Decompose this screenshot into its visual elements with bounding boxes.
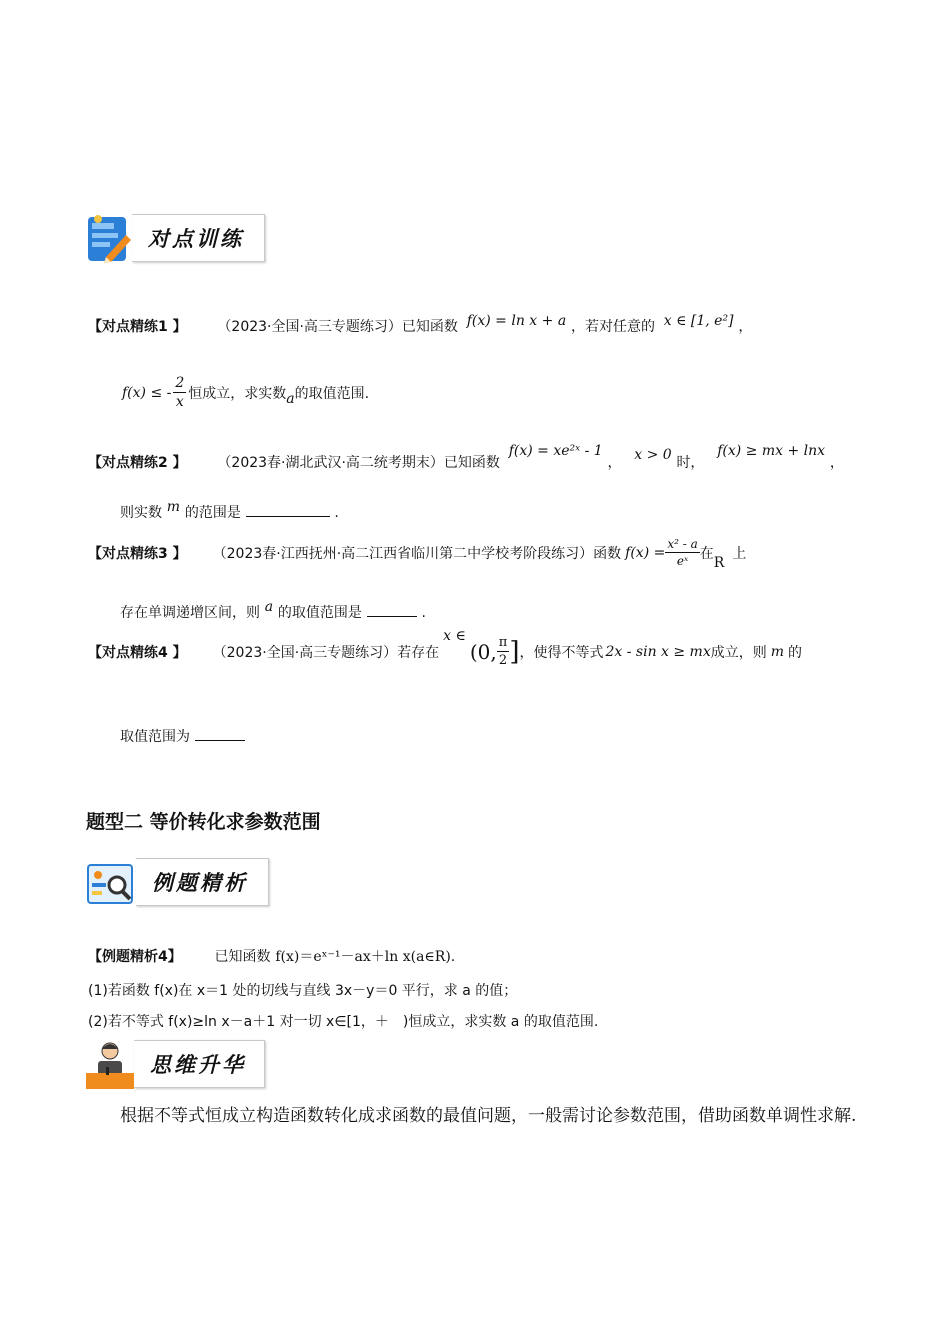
exercise-4-var: m	[770, 643, 785, 660]
exercise-2-line1	[88, 443, 844, 472]
banner-practice	[86, 212, 265, 264]
exercise-3-line1	[88, 537, 747, 571]
section-title: 题型二 等价转化求参数范围	[86, 811, 321, 833]
exercise-4-fraction	[497, 636, 510, 667]
fraction-denominator: eˣ	[676, 554, 689, 568]
exercise-1-tag: 【对点精练1 】	[88, 319, 187, 335]
exercise-2-tag: 【对点精练2 】	[88, 455, 187, 471]
exercise-1-mid: ，若对任意的	[570, 319, 655, 335]
exercise-4-source: （2023·全国·高三专题练习）若存在	[212, 644, 440, 661]
fraction-numerator: x² - a	[667, 537, 698, 551]
exercise-2-end: ，	[829, 455, 844, 471]
exercise-2-cond: x > 0	[634, 447, 672, 463]
exercise-4-tag: 【对点精练4 】	[88, 644, 187, 661]
exercise-2-comma: ，	[607, 455, 622, 471]
exercise-4-mid: ，使得不等式	[519, 644, 604, 661]
exercise-2-line2c: .	[334, 505, 339, 521]
exercise-2-var: m	[166, 499, 181, 515]
exercise-4-tail: 成立，则	[710, 644, 767, 661]
exercise-1-line2	[122, 376, 369, 409]
exercise-2-line2b: 的范围是	[184, 505, 241, 521]
fraction-denominator: 2	[498, 653, 508, 668]
exercise-3-up: 上	[732, 545, 747, 562]
fraction-numerator: π	[498, 635, 508, 650]
answer-blank	[246, 502, 330, 517]
example-4-q1: (1)若函数 f(x)在 x＝1 处的切线与直线 3x－y＝0 平行，求 a 的值；	[88, 983, 518, 999]
example-4-line1	[88, 946, 455, 966]
answer-blank	[367, 602, 417, 617]
example-4-q2: (2)若不等式 f(x)≥ln x－a＋1 对一切 x∈[1，＋ )恒成立，求实数 a 的取值范围.	[88, 1014, 599, 1030]
answer-blank	[195, 726, 245, 741]
exercise-4-end: 的	[788, 644, 803, 661]
example-4-tag: 【例题精析4】	[88, 949, 182, 965]
teacher-podium-icon	[86, 1039, 134, 1089]
exercise-2-time: 时，	[676, 455, 705, 471]
exercise-4-line2: 取值范围为	[120, 729, 190, 745]
exercise-4-domain-close: ]	[509, 636, 520, 667]
exercise-3-line2b: 的取值范围是	[277, 605, 362, 621]
fraction-numerator: 2	[175, 375, 185, 391]
exercise-3-source: （2023春·江西抚州·高二江西省临川第二中学校考阶段练习）函数	[212, 545, 622, 562]
notebook-pencil-icon	[86, 213, 132, 263]
magnifier-board-icon	[86, 857, 136, 907]
exercise-1-fraction	[173, 376, 186, 409]
exercise-1-domain: x ∈ [1, e²]	[663, 313, 734, 329]
banner-example	[86, 856, 269, 908]
exercise-1-source: （2023·全国·高三专题练习）已知函数	[217, 319, 458, 335]
exercise-2-formula: f(x) = xe²ˣ - 1	[508, 443, 603, 459]
exercise-1-formula: f(x) = ln x + a	[466, 313, 567, 329]
banner-practice-label: 对点训练	[132, 214, 265, 262]
exercise-3-set: R	[713, 554, 725, 571]
example-4-formula: f(x)＝eˣ⁻¹－ax＋ln x(a∈R).	[275, 949, 456, 965]
banner-insight	[86, 1038, 265, 1090]
exercise-4-line1	[88, 627, 803, 668]
example-4-intro: 已知函数	[214, 949, 271, 965]
exercise-4-ineq: 2x - sin x ≥ mx	[605, 643, 711, 660]
banner-insight-label: 思维升华	[134, 1040, 265, 1088]
exercise-3-var: a	[264, 599, 274, 615]
banner-example-label: 例题精析	[136, 858, 269, 906]
summary-paragraph: 根据不等式恒成立构造函数转化成求函数的最值问题，一般需讨论参数范围，借助函数单调性求解.	[120, 1106, 857, 1126]
exercise-3-fraction	[665, 538, 699, 567]
exercise-1-tail-b: 的取值范围.	[294, 385, 370, 402]
exercise-4-line2	[120, 726, 245, 746]
exercise-3-line2a: 存在单调递增区间，则	[120, 605, 260, 621]
exercise-2-source: （2023春·湖北武汉·高二统考期末）已知函数	[217, 455, 500, 471]
exercise-3-line2	[120, 599, 426, 622]
exercise-1-tail-a: 恒成立，求实数	[188, 385, 287, 402]
exercise-1-end: ，	[738, 319, 753, 335]
exercise-1-var: a	[286, 390, 295, 407]
exercise-2-line2a: 则实数	[120, 505, 162, 521]
exercise-1-ineq: f(x) ≤ -	[122, 384, 172, 401]
exercise-2-ineq: f(x) ≥ mx + lnx	[717, 443, 826, 459]
fraction-denominator: x	[175, 394, 184, 410]
exercise-3-on: 在	[699, 545, 714, 562]
exercise-1-line1	[88, 313, 753, 336]
exercise-2-line2	[120, 499, 339, 522]
exercise-4-domain-lhs: x ∈	[443, 627, 466, 644]
exercise-3-tag: 【对点精练3 】	[88, 545, 187, 562]
exercise-4-domain-open: (0,	[469, 639, 497, 664]
exercise-3-flhs: f(x) =	[625, 544, 666, 561]
exercise-3-line2c: .	[421, 605, 426, 621]
